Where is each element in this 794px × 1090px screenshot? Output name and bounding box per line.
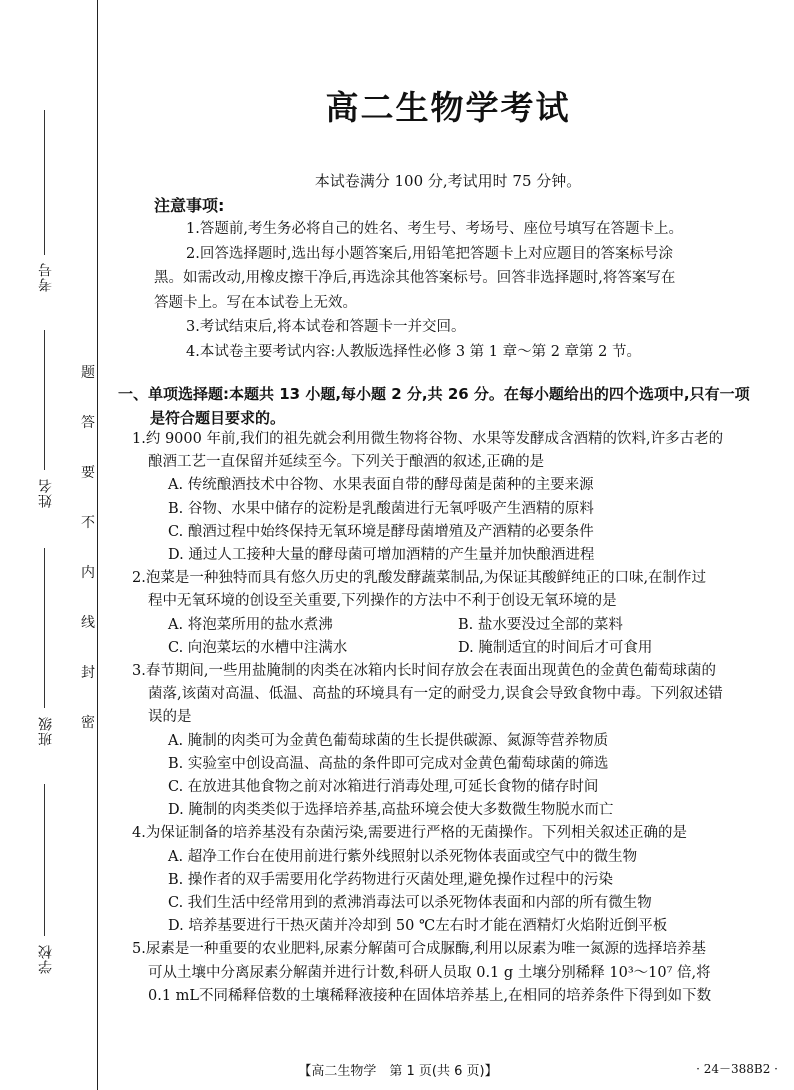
question-2	[132, 567, 784, 660]
page-title: 高二生物学考试	[325, 88, 571, 127]
name-label: 姓名	[38, 478, 54, 508]
exam-info: 本试卷满分 100 分,考试用时 75 分钟。	[314, 172, 582, 190]
section-heading	[118, 382, 778, 430]
question-stem: 可从土壤中分离尿素分解菌并进行计数,科研人员取 0.1 g 土壤分别稀释 10³～10⁷ 倍,将	[148, 964, 711, 981]
seal-char: 线	[81, 615, 95, 631]
option-d: D. 培养基要进行干热灭菌并冷却到 50 ℃左右时才能在酒精灯火焰附近倒平板	[168, 918, 668, 935]
seal-char: 要	[81, 465, 95, 481]
class-label: 班级	[38, 716, 54, 746]
option-b: B. 盐水要没过全部的菜料	[458, 616, 623, 633]
seal-char: 封	[81, 665, 95, 681]
notice-item-cont: 答题卡上。写在本试卷上无效。	[154, 294, 357, 311]
option-a: A. 将泡菜所用的盐水煮沸	[168, 616, 333, 633]
section-heading-line: 是符合题目要求的。	[150, 409, 286, 427]
notice-item: 4.本试卷主要考试内容:人教版选择性必修 3 第 1 章～第 2 章第 2 节。	[186, 343, 641, 360]
seal-line	[97, 0, 98, 1090]
question-stem: 3.春节期间,一些用盐腌制的肉类在冰箱内长时间存放会在表面出现黄色的金黄色葡萄球菌的	[132, 663, 716, 680]
exam-number-field[interactable]	[44, 110, 45, 255]
binding-margin	[0, 0, 112, 1090]
notice-item: 1.答题前,考生务必将自己的姓名、考生号、考场号、座位号填写在答题卡上。	[186, 221, 683, 237]
question-1	[132, 428, 784, 567]
school-label: 学校	[38, 944, 54, 974]
option-a: A. 超净工作台在使用前进行紫外线照射以杀死物体表面或空气中的微生物	[168, 848, 638, 865]
notice-item: 2.回答选择题时,选出每小题答案后,用铅笔把答题卡上对应题目的答案标号涂	[186, 245, 674, 262]
option-c: C. 在放进其他食物之前对冰箱进行消毒处理,可延长食物的储存时间	[168, 779, 599, 796]
option-b: B. 操作者的双手需要用化学药物进行灭菌处理,避免操作过程中的污染	[168, 871, 613, 888]
option-b: B. 实验室中创设高温、高盐的条件即可完成对金黄色葡萄球菌的筛选	[168, 755, 609, 772]
option-b: B. 谷物、水果中储存的淀粉是乳酸菌进行无氧呼吸产生酒精的原料	[168, 500, 594, 517]
question-stem: 程中无氧环境的创设至关重要,下列操作的方法中不利于创设无氧环境的是	[148, 593, 617, 610]
seal-char: 内	[81, 565, 95, 581]
option-a: A. 传统酿酒技术中谷物、水果表面自带的酵母菌是菌种的主要来源	[168, 477, 594, 494]
option-a: A. 腌制的肉类可为金黄色葡萄球菌的生长提供碳源、氮源等营养物质	[168, 732, 609, 749]
exam-number-label: 考号	[38, 262, 54, 292]
seal-char: 不	[81, 515, 95, 531]
page-number: 【高二生物学 第 1 页(共 6 页)】	[298, 1064, 498, 1079]
page-footer	[118, 1060, 778, 1082]
question-stem: 菌落,该菌对高温、低温、高盐的环境具有一定的耐受力,误食会导致食物中毒。下列叙述错	[148, 686, 723, 703]
exam-code: · 24－388B2 ·	[696, 1062, 778, 1076]
option-row	[132, 637, 784, 660]
name-field[interactable]	[44, 330, 45, 470]
notice-item: 3.考试结束后,将本试卷和答题卡一并交回。	[186, 319, 466, 335]
question-stem: 2.泡菜是一种独特而具有悠久历史的乳酸发酵蔬菜制品,为保证其酸鲜纯正的口味,在制作过	[132, 570, 707, 587]
option-c: C. 酿酒过程中始终保持无氧环境是酵母菌增殖及产酒精的必要条件	[168, 523, 594, 540]
question-stem: 0.1 mL不同稀释倍数的土壤稀释液接种在固体培养基上,在相同的培养条件下得到如下数	[148, 987, 712, 1004]
notice-item-cont: 黑。如需改动,用橡皮擦干净后,再选涂其他答案标号。回答非选择题时,将答案写在	[154, 270, 676, 286]
question-stem: 酿酒工艺一直保留并延续至今。下列关于酿酒的叙述,正确的是	[148, 454, 545, 471]
option-d: D. 腌制适宜的时间后才可食用	[458, 639, 653, 656]
school-field[interactable]	[44, 784, 45, 936]
seal-char: 答	[81, 415, 95, 431]
seal-char: 密	[81, 715, 95, 731]
option-c: C. 向泡菜坛的水槽中注满水	[168, 639, 348, 656]
notice-heading: 注意事项:	[154, 196, 225, 215]
seal-char: 题	[81, 365, 95, 381]
question-stem: 5.尿素是一种重要的农业肥料,尿素分解菌可合成脲酶,利用以尿素为唯一氮源的选择培养基	[132, 941, 707, 958]
question-5	[132, 938, 784, 1008]
question-stem: 误的是	[148, 709, 192, 726]
question-3	[132, 660, 784, 822]
class-field[interactable]	[44, 548, 45, 708]
question-list	[132, 428, 784, 1008]
option-d: D. 通过人工接种大量的酵母菌可增加酒精的产生量并加快酿酒进程	[168, 547, 595, 564]
notice-list	[154, 217, 754, 364]
question-4	[132, 822, 784, 938]
question-stem: 1.约 9000 年前,我们的祖先就会利用微生物将谷物、水果等发酵成含酒精的饮料,许多古老的	[132, 431, 724, 447]
option-row	[132, 614, 784, 637]
option-d: D. 腌制的肉类类似于选择培养基,高盐环境会使大多数微生物脱水而亡	[168, 802, 614, 819]
section-heading-line: 一、单项选择题:本题共 13 小题,每小题 2 分,共 26 分。在每小题给出的四个选项中,只有一项	[118, 385, 750, 403]
question-stem: 4.为保证制备的培养基没有杂菌污染,需要进行严格的无菌操作。下列相关叙述正确的是	[132, 825, 687, 842]
option-c: C. 我们生活中经常用到的煮沸消毒法可以杀死物体表面和内部的所有微生物	[168, 895, 652, 912]
